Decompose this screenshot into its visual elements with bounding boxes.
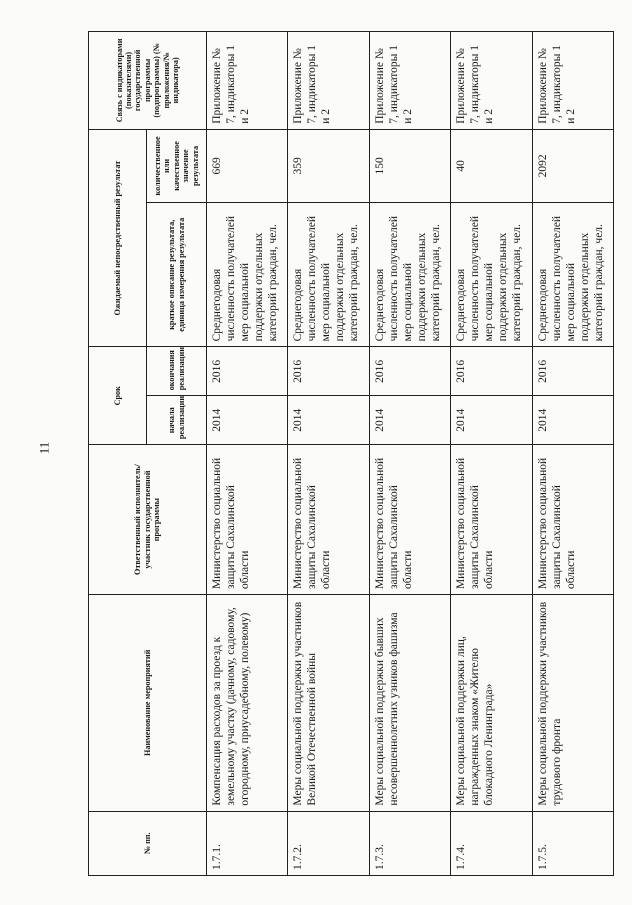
- cell-responsible: Министерство социальной защиты Сахалинской области: [369, 445, 450, 595]
- measures-table: [88, 31, 614, 876]
- cell-desc: Среднегодовая численность получателей мер социальной поддержки отдельных категорий граждан, чел.: [207, 203, 288, 347]
- cell-value: 669: [207, 129, 288, 202]
- header-desc: краткое описание результата, единица измерения результата: [147, 203, 207, 347]
- rotated-table-container: [88, 31, 614, 876]
- header-term-end: окончания реализации: [147, 347, 207, 396]
- cell-desc: Среднегодовая численность получателей мер социальной поддержки отдельных категорий граждан, чел.: [369, 203, 450, 347]
- header-row-1: [89, 32, 147, 876]
- cell-start: 2014: [288, 396, 369, 445]
- cell-link: Приложение № 7, индикаторы 1 и 2: [532, 32, 613, 130]
- cell-value: 40: [451, 129, 532, 202]
- cell-end: 2016: [207, 347, 288, 396]
- table-row: [532, 32, 613, 876]
- cell-value: 359: [288, 129, 369, 202]
- cell-start: 2014: [451, 396, 532, 445]
- cell-responsible: Министерство социальной защиты Сахалинской области: [451, 445, 532, 595]
- cell-no: 1.7.1.: [207, 811, 288, 875]
- cell-end: 2016: [532, 347, 613, 396]
- cell-no: 1.7.2.: [288, 811, 369, 875]
- header-term-start: начала реализации: [147, 396, 207, 445]
- cell-name: Меры социальной поддержки участников трудового фронта: [532, 595, 613, 812]
- cell-link: Приложение № 7, индикаторы 1 и 2: [288, 32, 369, 130]
- header-no: № пп.: [89, 811, 207, 875]
- table-row: [288, 32, 369, 876]
- table-row: [451, 32, 532, 876]
- header-value: количественное или качественное значение результата: [147, 129, 207, 202]
- cell-responsible: Министерство социальной защиты Сахалинской области: [288, 445, 369, 595]
- page-number: 11: [36, 441, 52, 455]
- cell-value: 150: [369, 129, 450, 202]
- cell-no: 1.7.3.: [369, 811, 450, 875]
- cell-end: 2016: [369, 347, 450, 396]
- cell-start: 2014: [207, 396, 288, 445]
- cell-no: 1.7.5.: [532, 811, 613, 875]
- header-link: Связь с индикаторами (показателями) государственной программы (подпрограммы) (№ приложения/№ индикатора): [89, 32, 207, 130]
- table-row: [369, 32, 450, 876]
- cell-link: Приложение № 7, индикаторы 1 и 2: [207, 32, 288, 130]
- cell-desc: Среднегодовая численность получателей мер социальной поддержки отдельных категорий граждан, чел.: [451, 203, 532, 347]
- header-responsible: Ответственный исполнитель/участник государственной программы: [89, 445, 207, 595]
- cell-name: Компенсация расходов за проезд к земельному участку (дачному, садовому, огородному, приусадебному, полевому): [207, 595, 288, 812]
- header-name: Наименование мероприятий: [89, 595, 207, 812]
- cell-name: Меры социальной поддержки лиц, награжденных знаком «Жителю блокадного Ленинграда»: [451, 595, 532, 812]
- cell-start: 2014: [532, 396, 613, 445]
- cell-link: Приложение № 7, индикаторы 1 и 2: [451, 32, 532, 130]
- cell-responsible: Министерство социальной защиты Сахалинской области: [207, 445, 288, 595]
- cell-desc: Среднегодовая численность получателей мер социальной поддержки отдельных категорий граждан, чел.: [532, 203, 613, 347]
- cell-desc: Среднегодовая численность получателей мер социальной поддержки отдельных категорий граждан, чел.: [288, 203, 369, 347]
- cell-end: 2016: [288, 347, 369, 396]
- cell-end: 2016: [451, 347, 532, 396]
- cell-no: 1.7.4.: [451, 811, 532, 875]
- cell-name: Меры социальной поддержки участников Великой Отечественной войны: [288, 595, 369, 812]
- cell-responsible: Министерство социальной защиты Сахалинской области: [532, 445, 613, 595]
- cell-link: Приложение № 7, индикаторы 1 и 2: [369, 32, 450, 130]
- table-row: [207, 32, 288, 876]
- header-term: Срок: [89, 347, 147, 445]
- cell-start: 2014: [369, 396, 450, 445]
- header-expected: Ожидаемый непосредственный результат: [89, 129, 147, 347]
- cell-name: Меры социальной поддержки бывших несовершеннолетних узников фашизма: [369, 595, 450, 812]
- cell-value: 2092: [532, 129, 613, 202]
